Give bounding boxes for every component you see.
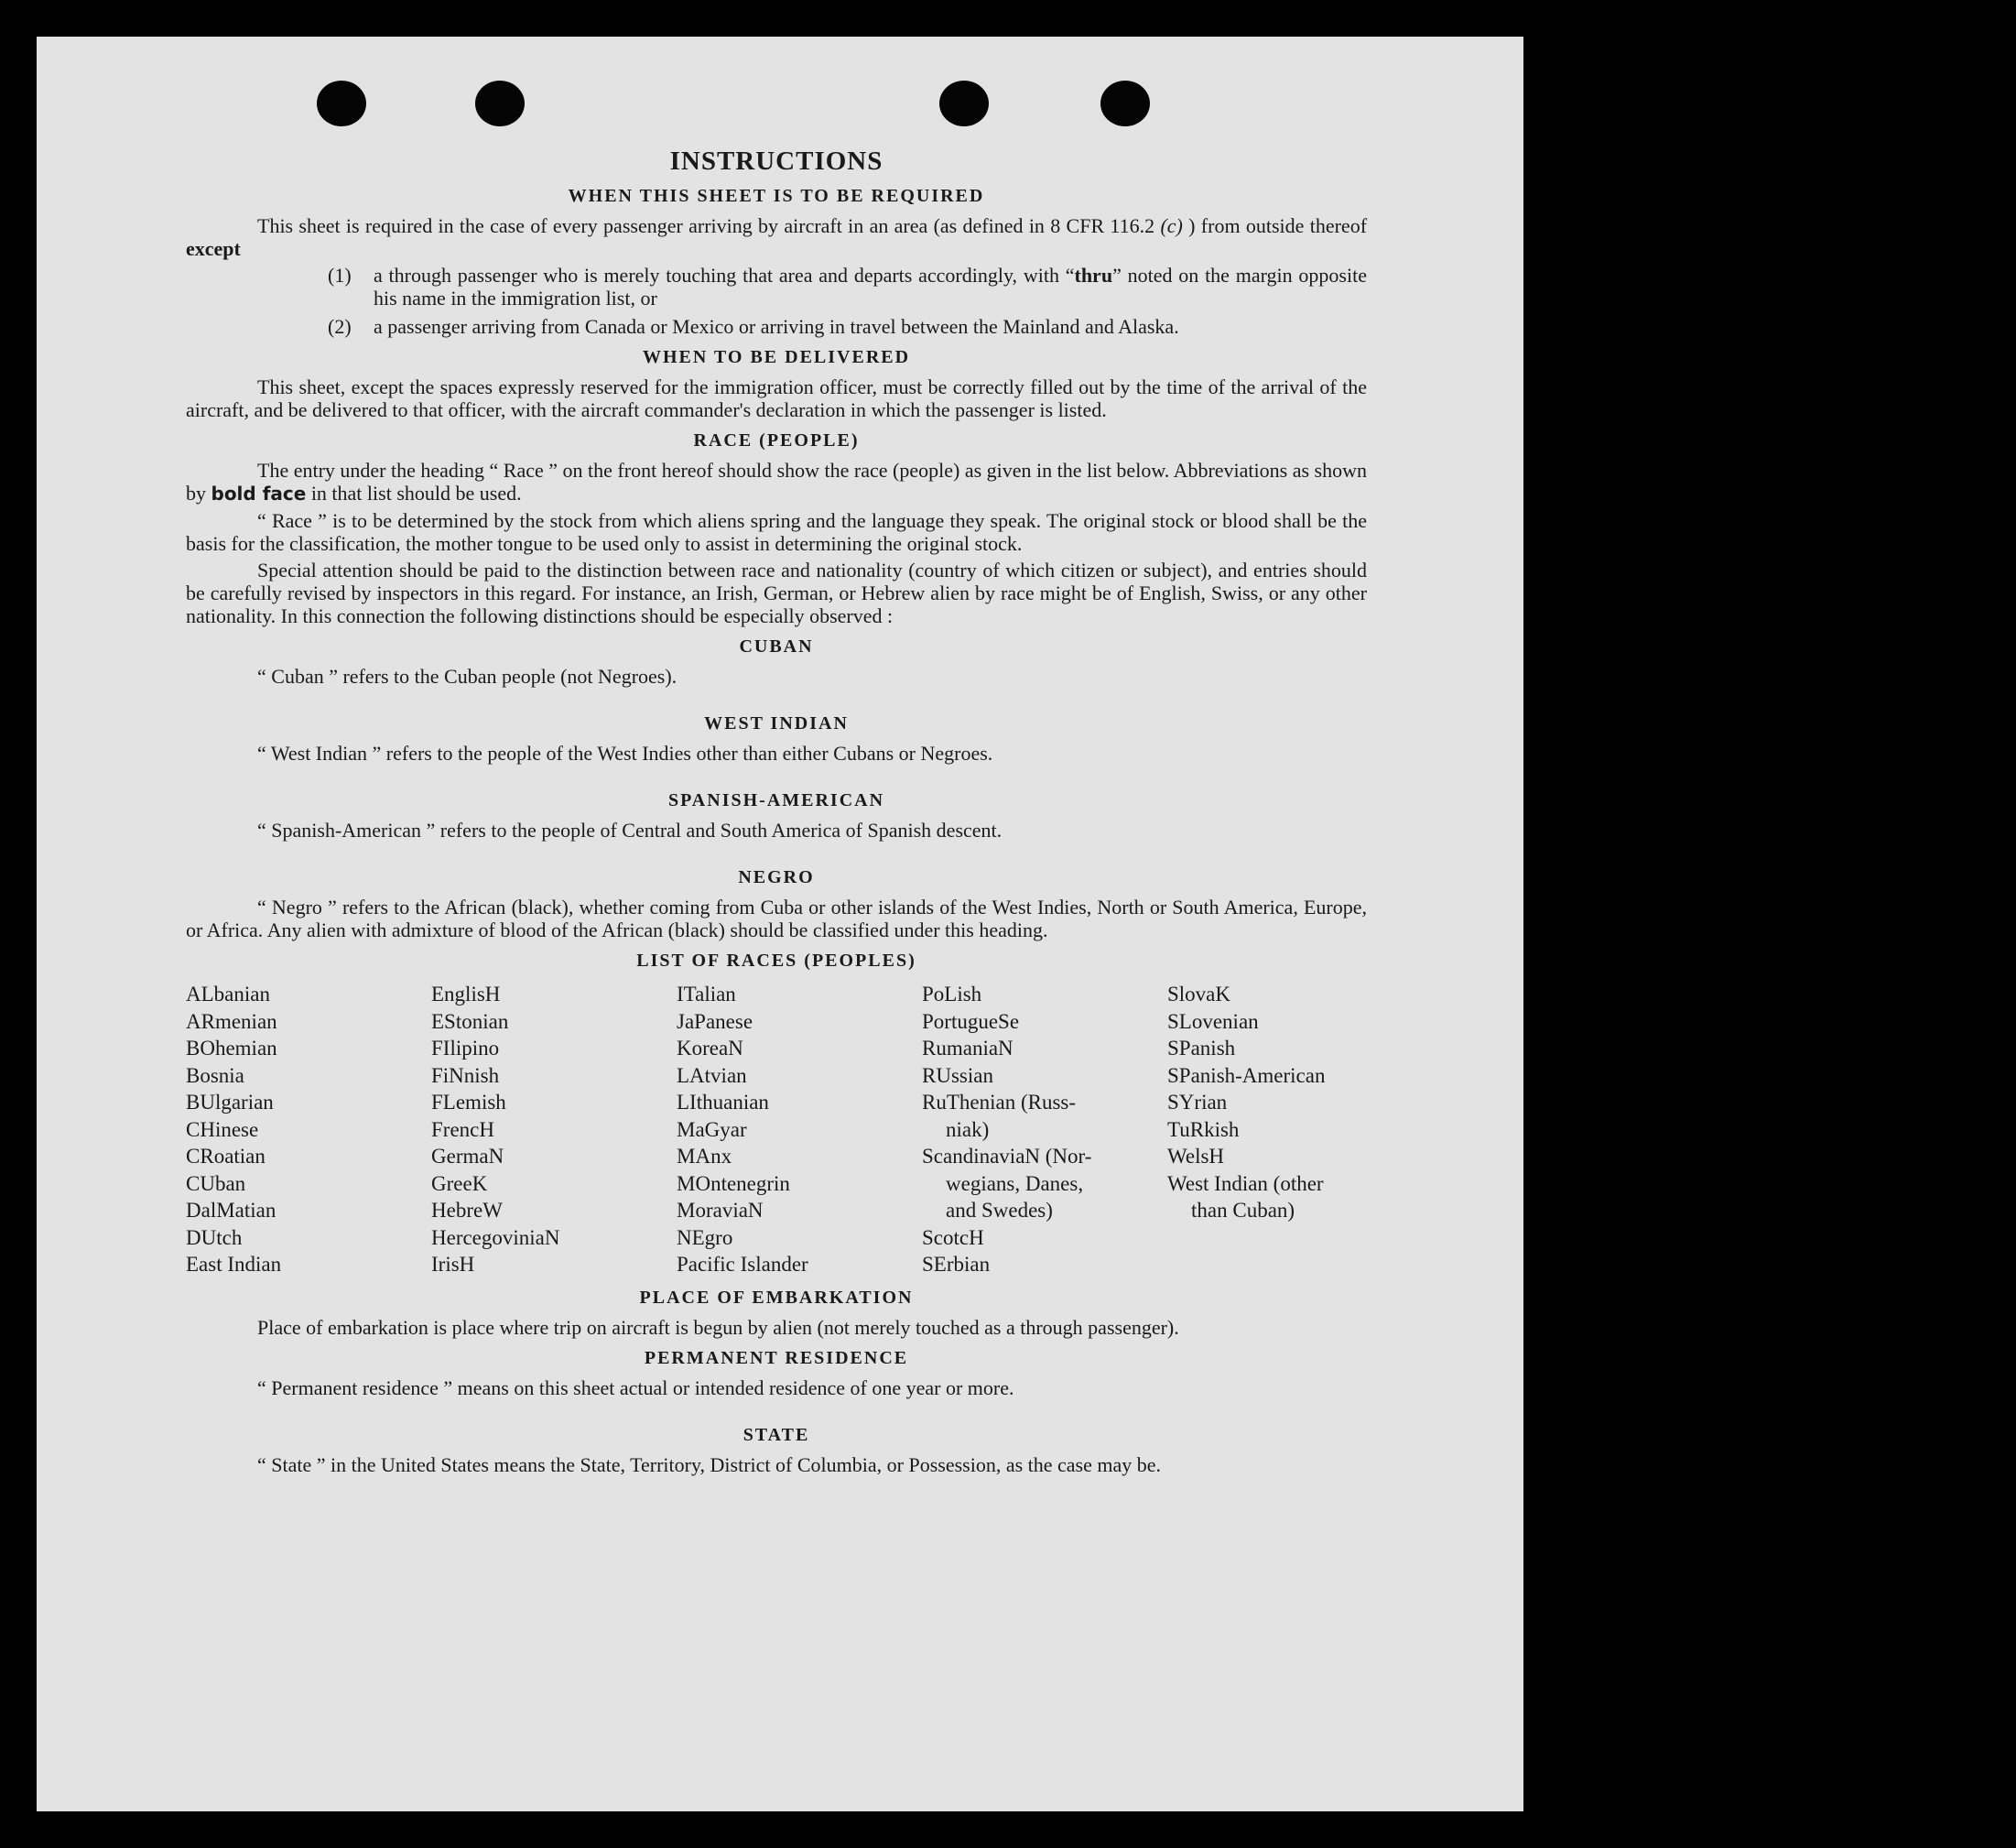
race-entry — [1167, 1116, 1367, 1144]
race-entry — [1167, 1170, 1367, 1198]
heading-spanish-american: SPANISH-AMERICAN — [667, 790, 885, 810]
race-entry — [186, 1035, 431, 1062]
race-text: LI — [677, 1091, 697, 1114]
race-text: AL — [186, 983, 214, 1006]
item-number: (1) — [328, 264, 352, 287]
race-text: H — [1209, 1145, 1225, 1168]
races-list — [186, 981, 1367, 1278]
punch-hole — [939, 81, 989, 126]
race-text: Scandinavia — [922, 1145, 1025, 1168]
race-text: N — [544, 1225, 560, 1249]
race-entry — [922, 1035, 1167, 1062]
document-page — [37, 37, 1523, 1811]
race-text: N — [488, 1145, 504, 1168]
race-entry — [677, 1170, 922, 1198]
race-entry — [677, 1116, 922, 1144]
paragraph-when-delivered: This sheet, except the spaces expressly reserved for the immigration officer, must be correctly filled out by the time of the arrival of the aircraft, and be delivered to that officer, with the aircraft commander's declaration in which the passenger is listed. — [186, 375, 1367, 421]
race-text: SL — [1167, 1009, 1192, 1033]
text: except — [186, 237, 241, 260]
race-text: Matian — [216, 1199, 276, 1222]
race-entry — [922, 1089, 1167, 1116]
races-column — [922, 981, 1167, 1278]
race-entry — [431, 1089, 677, 1116]
race-text: IT — [677, 983, 696, 1006]
heading-when-delivered: WHEN TO BE DELIVERED — [642, 347, 911, 367]
paragraph-permanent-residence: “ Permanent residence ” means on this sheet actual or intended residence of one year or more. — [257, 1375, 1014, 1399]
race-text: Gree — [431, 1171, 472, 1195]
race-text: K — [471, 1171, 488, 1195]
race-text: AR — [186, 1009, 215, 1033]
race-entry — [1167, 981, 1367, 1008]
race-entry — [1167, 1062, 1367, 1090]
race-text: ntenegrin — [710, 1171, 790, 1195]
race-text: CR — [186, 1145, 214, 1168]
race-text: Wels — [1167, 1145, 1209, 1168]
race-entry — [677, 1035, 922, 1062]
paragraph-cuban: “ Cuban ” refers to the Cuban people (not Negroes). — [257, 665, 677, 688]
race-text: CU — [186, 1171, 215, 1195]
race-text: e — [1009, 1009, 1020, 1033]
race-text: wegians, Danes, — [946, 1171, 1084, 1195]
instructions-content — [186, 147, 1367, 1480]
race-text: PortugueS — [922, 1009, 1010, 1033]
race-text: ish — [957, 983, 982, 1006]
race-entry — [1167, 1035, 1367, 1062]
race-text: SY — [1167, 1091, 1195, 1114]
races-column — [677, 981, 922, 1278]
race-text: MA — [677, 1145, 711, 1168]
race-entry — [1167, 1143, 1367, 1170]
race-text: ban — [214, 1171, 246, 1195]
item-text — [328, 264, 1367, 310]
race-text: gro — [704, 1225, 733, 1249]
punch-hole — [317, 81, 366, 126]
heading-negro: NEGRO — [738, 867, 815, 887]
paragraph-race-3: Special attention should be paid to the distinction between race and nationality (country of which citizen or subject), and entries should be carefully revised by inspectors in this regard. For instance, an Irish, German, or Hebrew alien by race might be of English, Swiss, or any other nationality. In this connection the following distinctions should be especially observed : — [186, 559, 1367, 627]
race-text: inese — [214, 1117, 259, 1141]
punch-hole — [1100, 81, 1150, 126]
paragraph-spanish-american: “ Spanish-American ” refers to the people of Central and South America of Spanish descent. — [257, 819, 1003, 842]
race-text: nish — [463, 1063, 500, 1087]
race-text: ssian — [950, 1063, 993, 1087]
race-text: niak) — [946, 1117, 990, 1141]
race-text: N — [728, 1037, 743, 1060]
heading-cuban: CUBAN — [739, 636, 814, 657]
race-text: alian — [695, 983, 736, 1006]
race-text: Slova — [1167, 983, 1216, 1006]
list-item — [186, 264, 1367, 310]
text: The entry under the heading “ Race ” on the front hereof should show the race (people) as given in the list below. Abbreviations as shown by — [186, 459, 1367, 505]
race-text: anese — [705, 1009, 753, 1033]
race-entry — [677, 1089, 922, 1116]
race-entry — [431, 1224, 677, 1252]
race-text: Frenc — [431, 1117, 480, 1141]
race-entry — [922, 1197, 1167, 1224]
race-entry — [922, 981, 1167, 1008]
text: in that list should be used. — [310, 482, 522, 505]
item-text: a passenger arriving from Canada or Mexico or arriving in travel between the Mainland and Alaska. — [374, 315, 1179, 338]
heading-permanent-residence: PERMANENT RESIDENCE — [644, 1347, 909, 1368]
race-entry — [186, 1224, 431, 1252]
race-entry — [431, 1251, 677, 1278]
race-entry — [186, 1062, 431, 1090]
race-entry — [431, 1170, 677, 1198]
race-text: MaG — [677, 1117, 721, 1141]
race-entry — [922, 1143, 1167, 1170]
race-text: Hercegovinia — [431, 1225, 545, 1249]
race-text: LA — [677, 1063, 705, 1087]
race-text: K — [1215, 983, 1231, 1006]
race-entry — [431, 981, 677, 1008]
race-text: Iris — [431, 1253, 460, 1276]
race-text: thuanian — [696, 1091, 769, 1114]
race-text: snia — [210, 1063, 244, 1087]
race-text: tonian — [455, 1009, 509, 1033]
race-entry — [186, 1089, 431, 1116]
heading-state: STATE — [742, 1424, 810, 1445]
race-text: henian (Russ- — [959, 1091, 1077, 1114]
race-text: FI — [431, 1037, 450, 1060]
race-text: H — [969, 1225, 984, 1249]
text: bold face — [211, 483, 307, 505]
race-text: RU — [922, 1063, 951, 1087]
race-text: rbian — [946, 1253, 991, 1276]
race-text: tvian — [704, 1063, 747, 1087]
race-entry — [186, 1251, 431, 1278]
text: ) from outside thereof — [1188, 214, 1368, 237]
race-text: Moravia — [677, 1199, 748, 1222]
paragraph-when-required — [186, 214, 1367, 260]
race-entry — [431, 1062, 677, 1090]
race-entry — [677, 1197, 922, 1224]
paragraph-state: “ State ” in the United States means the State, Territory, District of Columbia, or Possession, as the case may be. — [257, 1452, 1162, 1476]
race-text: lipino — [450, 1037, 500, 1060]
race-text: anish — [1190, 1037, 1236, 1060]
heading-when-required: WHEN THIS SHEET IS TO BE REQUIRED — [568, 186, 985, 206]
race-entry — [186, 1143, 431, 1170]
race-entry — [677, 1224, 922, 1252]
race-text: H — [479, 1117, 494, 1141]
race-text: East Indian — [186, 1253, 282, 1276]
race-text: Pacific Islander — [677, 1253, 808, 1276]
race-text: SE — [922, 1253, 947, 1276]
race-entry — [431, 1197, 677, 1224]
race-text: Scotc — [922, 1225, 970, 1249]
race-text: anish-American — [1190, 1063, 1326, 1087]
list-item — [186, 315, 1367, 338]
race-entry — [677, 1143, 922, 1170]
paragraph-embarkation: Place of embarkation is place where trip on aircraft is begun by alien (not merely touched as a through passenger). — [257, 1315, 1179, 1339]
race-text: menian — [214, 1009, 277, 1033]
race-text: W — [482, 1199, 503, 1222]
heading-west-indian: WEST INDIAN — [704, 713, 849, 734]
race-text: Rumania — [922, 1037, 999, 1060]
race-text: lgarian — [214, 1091, 274, 1114]
race-text: ES — [431, 1009, 456, 1033]
text: a through passenger who is merely touching that area and departs accordingly, with “ — [374, 264, 1075, 287]
race-text: oatian — [213, 1145, 266, 1168]
race-text: nx — [710, 1145, 732, 1168]
race-entry — [431, 1143, 677, 1170]
race-text: West Indian (other — [1167, 1171, 1324, 1195]
race-entry — [677, 1251, 922, 1278]
text: thru — [1074, 264, 1113, 287]
race-text: PoL — [922, 983, 958, 1006]
page-title: INSTRUCTIONS — [669, 147, 883, 176]
heading-race: RACE (PEOPLE) — [693, 430, 860, 451]
race-entry — [1167, 1089, 1367, 1116]
paragraph-race-1 — [186, 459, 1367, 505]
race-text: N — [747, 1199, 764, 1222]
race-entry — [186, 1008, 431, 1036]
heading-embarkation: PLACE OF EMBARKATION — [639, 1287, 914, 1308]
text: This sheet is required in the case of every passenger arriving by aircraft in an area (as defined in 8 CFR 116.2 — [257, 214, 1155, 237]
race-text: H — [484, 983, 501, 1006]
race-text: than Cuban) — [1191, 1199, 1295, 1222]
race-text: and Swedes) — [946, 1199, 1053, 1222]
race-text: N — [998, 1037, 1013, 1060]
race-entry — [677, 1008, 922, 1036]
race-text: kish — [1204, 1117, 1240, 1141]
race-entry — [1167, 1008, 1367, 1036]
race-text: hemian — [214, 1037, 277, 1060]
race-entry — [677, 1062, 922, 1090]
race-text: Dal — [186, 1199, 217, 1222]
races-column — [431, 981, 677, 1278]
race-text: ovenian — [1191, 1009, 1259, 1033]
race-text: Bo — [186, 1063, 211, 1087]
race-text: TuR — [1167, 1117, 1205, 1141]
race-text: N (Nor- — [1024, 1145, 1092, 1168]
races-column — [1167, 981, 1367, 1278]
race-text: SP — [1167, 1037, 1191, 1060]
race-entry — [922, 1170, 1167, 1198]
race-text: BO — [186, 1037, 215, 1060]
race-text: Englis — [431, 983, 485, 1006]
race-text: yar — [720, 1117, 747, 1141]
text: ” noted on the margin opposite his name in the immigration list, or — [374, 264, 1367, 310]
paragraph-race-2: “ Race ” is to be determined by the stock from which aliens spring and the language they speak. The original stock or blood shall be the basis for the classification, the mother tongue to be used only to assist in determining the original stock. — [186, 509, 1367, 555]
race-text: Hebre — [431, 1199, 483, 1222]
race-entry — [431, 1035, 677, 1062]
paragraph-negro: “ Negro ” refers to the African (black), whether coming from Cuba or other islands of the West Indies, North or South America, Europe, or Africa. Any alien with admixture of blood of the African (black) should be classified under this heading. — [186, 896, 1367, 941]
punch-hole — [475, 81, 525, 126]
race-text: tch — [216, 1225, 243, 1249]
race-text: FL — [431, 1091, 456, 1114]
race-entry — [922, 1062, 1167, 1090]
race-entry — [677, 981, 922, 1008]
race-text: FiN — [431, 1063, 464, 1087]
race-entry — [186, 981, 431, 1008]
race-text: MO — [677, 1171, 711, 1195]
heading-list-of-races: LIST OF RACES (PEOPLES) — [636, 951, 916, 971]
race-text: emish — [455, 1091, 506, 1114]
race-text: BU — [186, 1091, 215, 1114]
race-entry — [922, 1116, 1167, 1144]
race-text: H — [459, 1253, 475, 1276]
race-text: NE — [677, 1225, 705, 1249]
race-text: SP — [1167, 1063, 1191, 1087]
race-entry — [922, 1224, 1167, 1252]
race-text: CH — [186, 1117, 215, 1141]
race-entry — [1167, 1197, 1367, 1224]
text: (c) — [1160, 214, 1183, 237]
race-entry — [922, 1251, 1167, 1278]
race-text: RuT — [922, 1091, 959, 1114]
paragraph-west-indian: “ West Indian ” refers to the people of the West Indies other than either Cubans or Negroes. — [257, 742, 993, 765]
race-entry — [922, 1008, 1167, 1036]
race-entry — [431, 1116, 677, 1144]
race-text: rian — [1194, 1091, 1228, 1114]
item-number: (2) — [328, 315, 352, 338]
race-text: JaP — [677, 1009, 706, 1033]
race-text: Germa — [431, 1145, 489, 1168]
race-text: banian — [213, 983, 270, 1006]
race-text: Korea — [677, 1037, 729, 1060]
race-entry — [186, 1116, 431, 1144]
race-entry — [186, 1197, 431, 1224]
races-column — [186, 981, 431, 1278]
race-entry — [186, 1170, 431, 1198]
race-entry — [431, 1008, 677, 1036]
race-text: DU — [186, 1225, 217, 1249]
